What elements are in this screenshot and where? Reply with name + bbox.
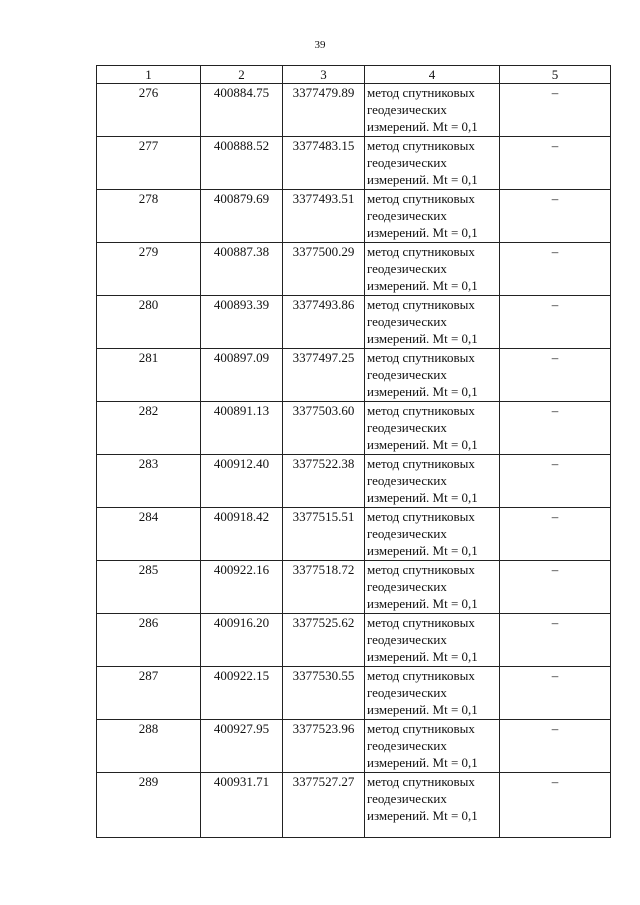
header-row — [97, 66, 611, 84]
table-row — [97, 720, 611, 773]
table-row — [97, 561, 611, 614]
method-line: геодезических — [367, 314, 447, 329]
table-row — [97, 137, 611, 190]
method-line: геодезических — [367, 632, 447, 647]
method-line: измерений. Mt = 0,1 — [367, 755, 478, 770]
method-line: метод спутниковых — [367, 721, 475, 736]
method-line: геодезических — [367, 579, 447, 594]
method-line: метод спутниковых — [367, 456, 475, 471]
table-row — [97, 402, 611, 455]
method-cell — [365, 720, 500, 773]
point-number-cell: 278 — [97, 190, 201, 243]
method-line: геодезических — [367, 261, 447, 276]
method-line: геодезических — [367, 155, 447, 170]
y-coordinate-cell: 3377518.72 — [283, 561, 365, 614]
method-line: метод спутниковых — [367, 562, 475, 577]
coordinates-table — [96, 65, 611, 838]
method-line: метод спутниковых — [367, 668, 475, 683]
method-line: геодезических — [367, 102, 447, 117]
x-coordinate-cell: 400918.42 — [201, 508, 283, 561]
method-line: метод спутниковых — [367, 191, 475, 206]
table-row — [97, 84, 611, 137]
method-line: измерений. Mt = 0,1 — [367, 384, 478, 399]
y-coordinate-cell: 3377525.62 — [283, 614, 365, 667]
point-number-cell: 284 — [97, 508, 201, 561]
method-line: метод спутниковых — [367, 774, 475, 789]
point-number-cell: 282 — [97, 402, 201, 455]
method-cell — [365, 561, 500, 614]
method-line: геодезических — [367, 420, 447, 435]
x-coordinate-cell: 400887.38 — [201, 243, 283, 296]
table-header — [97, 66, 611, 84]
note-cell: – — [500, 402, 611, 455]
table-row — [97, 667, 611, 720]
x-coordinate-cell: 400891.13 — [201, 402, 283, 455]
note-cell: – — [500, 243, 611, 296]
y-coordinate-cell: 3377522.38 — [283, 455, 365, 508]
method-line: измерений. Mt = 0,1 — [367, 649, 478, 664]
method-cell — [365, 455, 500, 508]
point-number-cell: 276 — [97, 84, 201, 137]
method-line: измерений. Mt = 0,1 — [367, 331, 478, 346]
table-row — [97, 508, 611, 561]
point-number-cell: 288 — [97, 720, 201, 773]
point-number-cell: 277 — [97, 137, 201, 190]
method-line: геодезических — [367, 208, 447, 223]
method-line: измерений. Mt = 0,1 — [367, 172, 478, 187]
method-line: измерений. Mt = 0,1 — [367, 278, 478, 293]
method-line: метод спутниковых — [367, 244, 475, 259]
method-cell — [365, 773, 500, 838]
point-number-cell: 289 — [97, 773, 201, 838]
table-row — [97, 614, 611, 667]
note-cell: – — [500, 455, 611, 508]
method-line: метод спутниковых — [367, 138, 475, 153]
method-line: измерений. Mt = 0,1 — [367, 808, 478, 823]
note-cell: – — [500, 667, 611, 720]
method-line: измерений. Mt = 0,1 — [367, 596, 478, 611]
y-coordinate-cell: 3377493.86 — [283, 296, 365, 349]
column-header-4: 4 — [365, 66, 500, 84]
method-line: геодезических — [367, 791, 447, 806]
x-coordinate-cell: 400916.20 — [201, 614, 283, 667]
method-line: геодезических — [367, 738, 447, 753]
x-coordinate-cell: 400912.40 — [201, 455, 283, 508]
point-number-cell: 279 — [97, 243, 201, 296]
method-cell — [365, 508, 500, 561]
method-cell — [365, 84, 500, 137]
y-coordinate-cell: 3377523.96 — [283, 720, 365, 773]
y-coordinate-cell: 3377483.15 — [283, 137, 365, 190]
x-coordinate-cell: 400922.15 — [201, 667, 283, 720]
point-number-cell: 283 — [97, 455, 201, 508]
method-line: измерений. Mt = 0,1 — [367, 437, 478, 452]
table-row — [97, 773, 611, 838]
method-cell — [365, 614, 500, 667]
note-cell: – — [500, 720, 611, 773]
y-coordinate-cell: 3377527.27 — [283, 773, 365, 838]
note-cell: – — [500, 508, 611, 561]
method-line: метод спутниковых — [367, 85, 475, 100]
column-header-3: 3 — [283, 66, 365, 84]
table-row — [97, 296, 611, 349]
note-cell: – — [500, 137, 611, 190]
note-cell: – — [500, 561, 611, 614]
x-coordinate-cell: 400927.95 — [201, 720, 283, 773]
note-cell: – — [500, 296, 611, 349]
note-cell: – — [500, 349, 611, 402]
table-body — [97, 84, 611, 838]
y-coordinate-cell: 3377503.60 — [283, 402, 365, 455]
method-line: измерений. Mt = 0,1 — [367, 490, 478, 505]
x-coordinate-cell: 400922.16 — [201, 561, 283, 614]
y-coordinate-cell: 3377515.51 — [283, 508, 365, 561]
method-line: геодезических — [367, 367, 447, 382]
x-coordinate-cell: 400879.69 — [201, 190, 283, 243]
method-line: метод спутниковых — [367, 509, 475, 524]
point-number-cell: 280 — [97, 296, 201, 349]
method-cell — [365, 296, 500, 349]
method-line: геодезических — [367, 685, 447, 700]
method-line: измерений. Mt = 0,1 — [367, 702, 478, 717]
method-cell — [365, 667, 500, 720]
method-line: метод спутниковых — [367, 403, 475, 418]
x-coordinate-cell: 400897.09 — [201, 349, 283, 402]
x-coordinate-cell: 400893.39 — [201, 296, 283, 349]
table-row — [97, 243, 611, 296]
table-row — [97, 190, 611, 243]
column-header-1: 1 — [97, 66, 201, 84]
method-line: метод спутниковых — [367, 615, 475, 630]
method-line: метод спутниковых — [367, 297, 475, 312]
method-cell — [365, 349, 500, 402]
point-number-cell: 287 — [97, 667, 201, 720]
method-line: метод спутниковых — [367, 350, 475, 365]
x-coordinate-cell: 400931.71 — [201, 773, 283, 838]
note-cell: – — [500, 614, 611, 667]
y-coordinate-cell: 3377500.29 — [283, 243, 365, 296]
method-line: измерений. Mt = 0,1 — [367, 225, 478, 240]
note-cell: – — [500, 190, 611, 243]
point-number-cell: 286 — [97, 614, 201, 667]
x-coordinate-cell: 400888.52 — [201, 137, 283, 190]
y-coordinate-cell: 3377530.55 — [283, 667, 365, 720]
column-header-2: 2 — [201, 66, 283, 84]
y-coordinate-cell: 3377497.25 — [283, 349, 365, 402]
method-line: измерений. Mt = 0,1 — [367, 543, 478, 558]
table-row — [97, 349, 611, 402]
note-cell: – — [500, 773, 611, 838]
table-row — [97, 455, 611, 508]
method-line: геодезических — [367, 473, 447, 488]
y-coordinate-cell: 3377493.51 — [283, 190, 365, 243]
method-cell — [365, 402, 500, 455]
method-line: измерений. Mt = 0,1 — [367, 119, 478, 134]
method-line: геодезических — [367, 526, 447, 541]
point-number-cell: 285 — [97, 561, 201, 614]
page-number: 39 — [314, 39, 326, 51]
x-coordinate-cell: 400884.75 — [201, 84, 283, 137]
column-header-5: 5 — [500, 66, 611, 84]
method-cell — [365, 137, 500, 190]
method-cell — [365, 243, 500, 296]
note-cell: – — [500, 84, 611, 137]
y-coordinate-cell: 3377479.89 — [283, 84, 365, 137]
point-number-cell: 281 — [97, 349, 201, 402]
method-cell — [365, 190, 500, 243]
